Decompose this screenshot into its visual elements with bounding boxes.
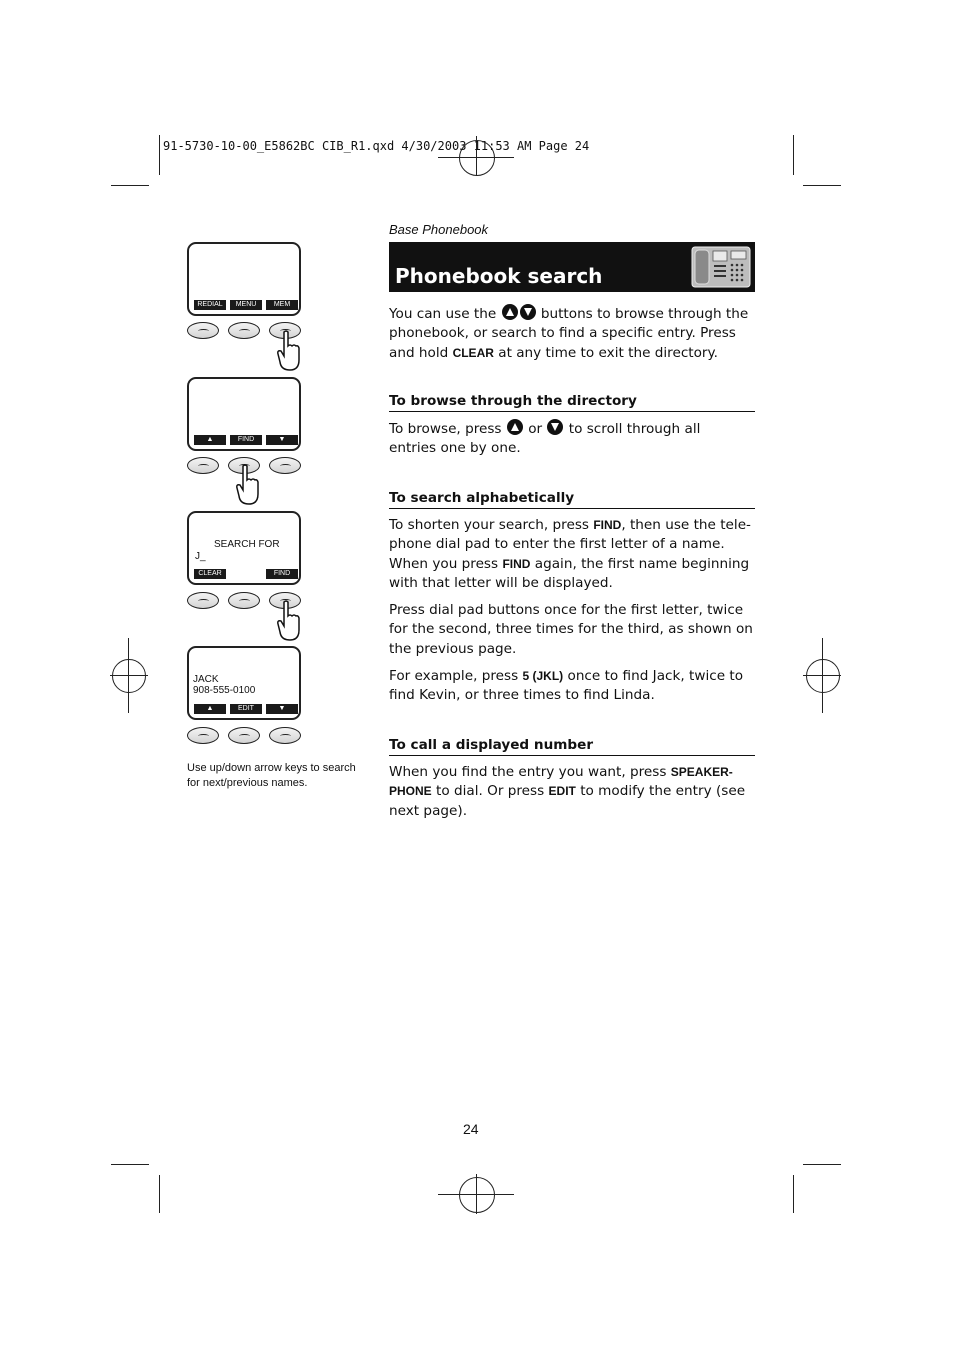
- phone-display-2: [187, 377, 301, 451]
- heading-call: To call a displayed number: [389, 736, 755, 756]
- key-clear: CLEAR: [452, 345, 494, 360]
- softkey-bar: [194, 435, 294, 445]
- softkey-button-right[interactable]: [269, 457, 301, 474]
- search-paragraph-3: [389, 667, 744, 706]
- browse-text: to scroll through all entries one by one.: [389, 421, 701, 457]
- softkey-label: ▲: [194, 435, 226, 445]
- softkey-bar: [194, 569, 294, 579]
- pointing-hand-icon: [234, 464, 260, 506]
- softkey-label: MEM: [266, 300, 298, 310]
- softkey-label: CLEAR: [194, 569, 226, 579]
- softkey-button-middle[interactable]: [228, 592, 260, 609]
- diagram-caption: Use up/down arrow keys to search for next/previous names.: [187, 762, 356, 789]
- browse-text: or: [528, 421, 543, 437]
- display-line-1: SEARCH FOR: [214, 539, 280, 550]
- browse-paragraph: [389, 419, 729, 459]
- call-paragraph: [389, 763, 757, 821]
- softkey-label: ▲: [194, 704, 226, 714]
- phone-base-icon: [691, 245, 751, 289]
- softkey-bar: [194, 300, 294, 310]
- search-paragraph-1: [389, 516, 757, 593]
- softkey-label: ▼: [266, 435, 298, 445]
- softkey-label: REDIAL: [194, 300, 226, 310]
- phone-display-4: [187, 646, 301, 720]
- display-line-1: JACK: [193, 674, 219, 685]
- intro-text: at any time to exit the directory.: [498, 344, 718, 361]
- pointing-hand-icon: [275, 330, 301, 372]
- key-find: FIND: [593, 518, 622, 532]
- softkey-button-right[interactable]: [269, 727, 301, 744]
- heading-browse: To browse through the directory: [389, 392, 755, 412]
- intro-text: You can use the: [389, 306, 497, 322]
- softkey-label: EDIT: [230, 704, 262, 714]
- softkey-bar: [194, 704, 294, 714]
- softkey-button-middle[interactable]: [228, 727, 260, 744]
- key-edit: EDIT: [548, 784, 576, 799]
- key-5-jkl: 5 (JKL): [522, 669, 564, 683]
- browse-text: To browse, press: [389, 421, 502, 437]
- search-text: To shorten your search, press: [389, 517, 589, 533]
- display-line-2: 908-555-0100: [193, 685, 256, 696]
- softkey-button-left[interactable]: [187, 727, 219, 744]
- softkey-button-left[interactable]: [187, 592, 219, 609]
- key-find: FIND: [502, 556, 531, 571]
- up-arrow-button-icon: [502, 304, 518, 320]
- title-bar: [389, 242, 755, 292]
- softkey-button-middle[interactable]: [228, 322, 260, 339]
- search-text: again, the first name beginning with that letter will be displayed.: [389, 555, 750, 591]
- down-arrow-button-icon: [547, 419, 563, 435]
- softkey-label: MENU: [230, 300, 262, 310]
- heading-search: To search alphabetically: [389, 489, 755, 509]
- section-label: Base Phonebook: [389, 222, 489, 237]
- search-text: For example, press: [389, 668, 519, 684]
- softkey-label: FIND: [230, 435, 262, 445]
- softkey-button-left[interactable]: [187, 322, 219, 339]
- call-text: When you find the entry you want, press: [389, 764, 667, 780]
- intro-paragraph: [389, 304, 757, 363]
- phone-display-1: [187, 242, 301, 316]
- up-arrow-button-icon: [507, 419, 523, 435]
- down-arrow-button-icon: [520, 304, 536, 320]
- file-header: 91-5730-10-00_E5862BC CIB_R1.qxd 4/30/2003 11:53 AM Page 24: [163, 139, 590, 153]
- softkey-label: FIND: [266, 569, 298, 579]
- page-title: Phonebook search: [395, 264, 603, 288]
- search-text: once to find Jack, twice to find Kevin, or three times to find Linda.: [389, 668, 744, 704]
- softkey-button-left[interactable]: [187, 457, 219, 474]
- display-line-2: J_: [195, 551, 206, 562]
- search-paragraph-2: Press dial pad buttons once for the first letter, twice for the second, three times for the third, as shown on the previous page.: [389, 602, 753, 657]
- call-text: to dial. Or press: [436, 783, 545, 800]
- page-number: 24: [463, 1121, 479, 1137]
- pointing-hand-icon: [275, 600, 301, 642]
- phone-display-3: [187, 511, 301, 585]
- search-text: , then use the tele-phone dial pad to enter the first letter of a name. When you press: [389, 517, 751, 572]
- call-text: to modify the entry (see next page).: [389, 783, 746, 819]
- softkey-label: ▼: [266, 704, 298, 714]
- key-speakerphone: SPEAKER-PHONE: [389, 765, 733, 799]
- intro-text: buttons to browse through the phonebook, or search to find a specific entry. Press and hold: [389, 306, 749, 361]
